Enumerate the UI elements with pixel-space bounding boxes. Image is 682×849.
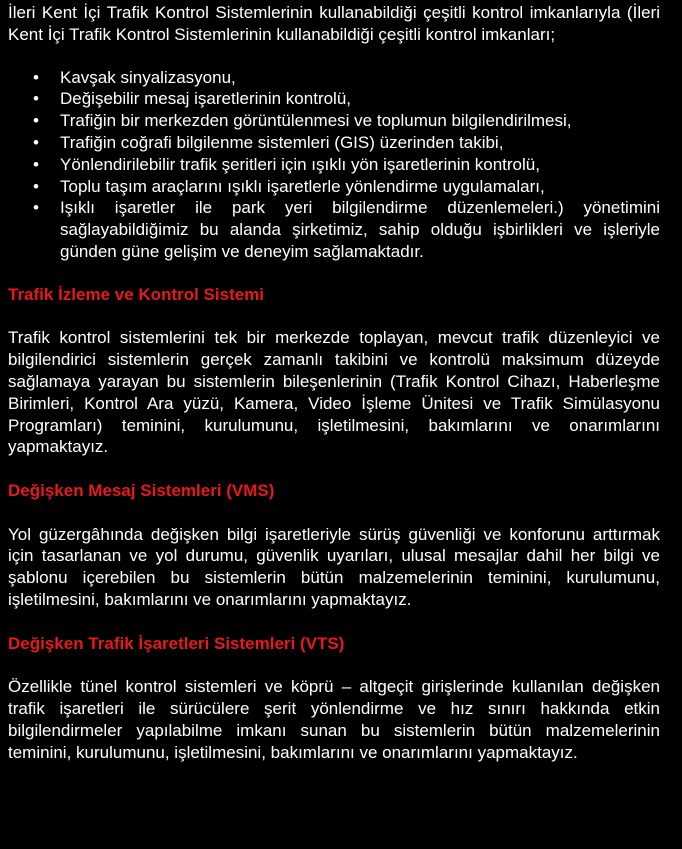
section-heading-vms: Değişken Mesaj Sistemleri (VMS) bbox=[8, 480, 275, 500]
section-body-vts: Özellikle tünel kontrol sistemleri ve köprü – altgeçit girişlerinde kullanılan değişken trafik işaretleri ile sürücülere şerit yönlendirme ve hız sınırı hakkında etkin bilgilendirmeler yapılabilme imkanı sunan bu sistemlerin bütün malzemelerinin teminini, kurulumunu, işletilmesini, bakımlarını ve onarımlarını yapmaktayız. bbox=[8, 677, 660, 762]
intro-paragraph: İleri Kent İçi Trafik Kontrol Sistemlerinin kullanabildiği çeşitli kontrol imkanlarıyla (İleri Kent İçi Trafik Kontrol Sistemlerinin kullanabildiği çeşitli kontrol imkanları; bbox=[8, 3, 660, 44]
list-item: • Yönlendirilebilir trafik şeritleri için ışıklı yön işaretlerinin kontrolü, bbox=[60, 154, 660, 176]
section-heading-vts: Değişken Trafik İşaretleri Sistemleri (VTS) bbox=[8, 633, 345, 653]
list-item: • Işıklı işaretler ile park yeri bilgilendirme düzenlemeleri.) yönetimini sağlayabildiğimiz bu alanda şirketimiz, sahip olduğu işbirlikleri ve işleriyle günden güne gelişim ve deneyim sağlamaktadır. bbox=[60, 197, 660, 262]
section-heading-traffic-monitoring: Trafik İzleme ve Kontrol Sistemi bbox=[8, 284, 265, 304]
list-item: • Trafiğin coğrafi bilgilenme sistemleri (GIS) üzerinden takibi, bbox=[60, 132, 660, 154]
list-item: • Toplu taşım araçlarını ışıklı işaretlerle yönlendirme uygulamaları, bbox=[60, 176, 660, 198]
section-body-vms: Yol güzergâhında değişken bilgi işaretleriyle sürüş güvenliği ve konforunu arttırmak için tasarlanan ve yol durumu, güvenlik uyarıları, ulusal mesajlar dahil her bilgi ve şablonu içerebilen bu sistemlerin bütün malzemelerinin teminini, kurulumunu, işletilmesini, bakımlarını ve onarımlarını yapmaktayız. bbox=[8, 524, 660, 609]
list-item: • Kavşak sinyalizasyonu, bbox=[60, 67, 660, 89]
section-body-traffic-monitoring: Trafik kontrol sistemlerini tek bir merkezde toplayan, mevcut trafik düzenleyici ve bilgilendirici sistemlerin gerçek zamanlı takibini ve kontrolü maksimum düzeyde sağlamaya yarayan bu sistemlerin bileşenlerinin (Trafik Kontrol Cihazı, Haberleşme Birimleri, Kontrol Ara yüzü, Kamera, Video İşleme Ünitesi ve Trafik Simülasyonu Programları) teminini, kurulumunu, işletilmesini, bakımlarını ve onarımlarını yapmaktayız. bbox=[8, 328, 660, 457]
capability-list bbox=[8, 67, 660, 263]
list-item: • Trafiğin bir merkezden görüntülenmesi ve toplumun bilgilendirilmesi, bbox=[60, 110, 660, 132]
list-item: • Değişebilir mesaj işaretlerinin kontrolü, bbox=[60, 88, 660, 110]
